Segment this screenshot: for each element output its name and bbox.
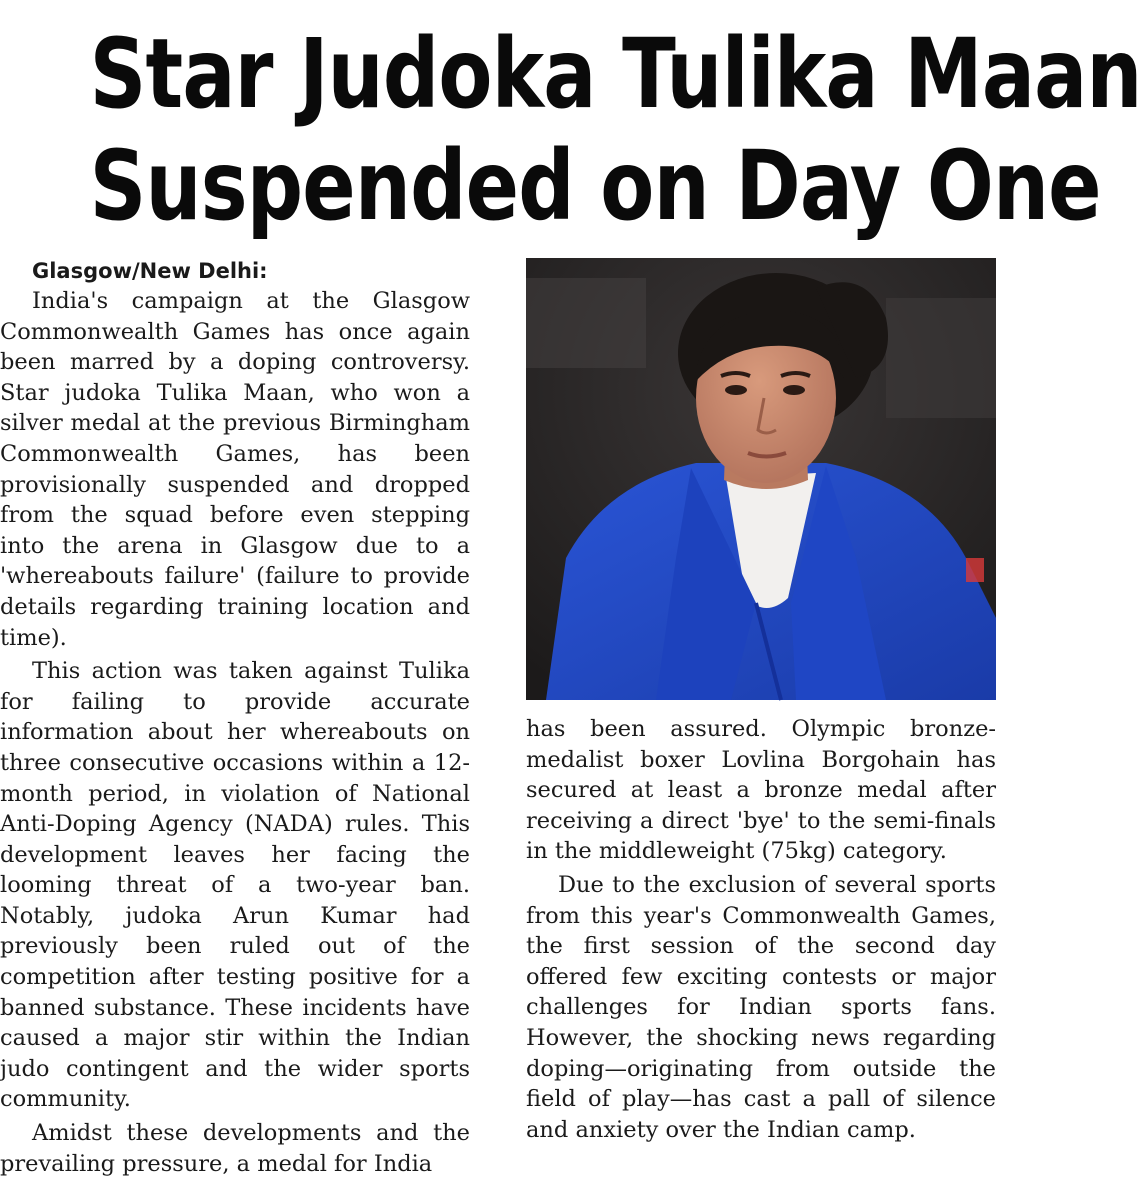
- judoka-photo-illustration: [526, 258, 996, 700]
- article-paragraph-3: Amidst these developments and the prevailing pressure, a medal for India: [0, 1120, 470, 1177]
- article-photo: [526, 258, 996, 700]
- eye-left: [725, 385, 747, 395]
- headline-line-2: Suspended on Day One: [89, 130, 1101, 242]
- headline-line-1: Star Judoka Tulika Maan: [89, 18, 1142, 130]
- article-paragraph-1: India's campaign at the Glasgow Commonwealth Games has once again been marred by a doping controversy. Star judoka Tulika Maan, who won a silver medal at the previous Birmingham Commonwealth Games, has been provisionally suspended and dropped from the squad before even stepping into the arena in Glasgow due to a 'whereabouts failure' (failure to provide details regarding training location and time).: [0, 288, 470, 651]
- article-column-right: [526, 714, 996, 1148]
- article-paragraph-4: has been assured. Olympic bronze-medalist boxer Lovlina Borgohain has secured at least a bronze medal after receiving a direct 'bye' to the semi-finals in the middleweight (75kg) category.: [526, 716, 996, 865]
- article-column-left: [0, 256, 470, 1182]
- article-paragraph-5: Due to the exclusion of several sports from this year's Commonwealth Games, the first session of the second day offered few exciting contests or major challenges for Indian sports fans. However, the shocking news regarding doping—originating from outside the field of play—has cast a pall of silence and anxiety over the Indian camp.: [526, 871, 996, 1143]
- background-blur-1: [526, 278, 646, 368]
- headline: [89, 18, 1142, 242]
- eye-right: [783, 385, 805, 395]
- gi-patch: [966, 558, 984, 582]
- background-blur-2: [886, 298, 996, 418]
- dateline: Glasgow/New Delhi:: [32, 259, 268, 283]
- article-paragraph-2: This action was taken against Tulika for failing to provide accurate information about her whereabouts on three consecutive occasions within a 12-month period, in violation of National Anti-Doping Agency (NADA) rules. This development leaves her facing the looming threat of a two-year ban. Notably, judoka Arun Kumar had previously been ruled out of the competition after testing positive for a banned substance. These incidents have caused a major stir within the Indian judo contingent and the wider sports community.: [0, 658, 470, 1113]
